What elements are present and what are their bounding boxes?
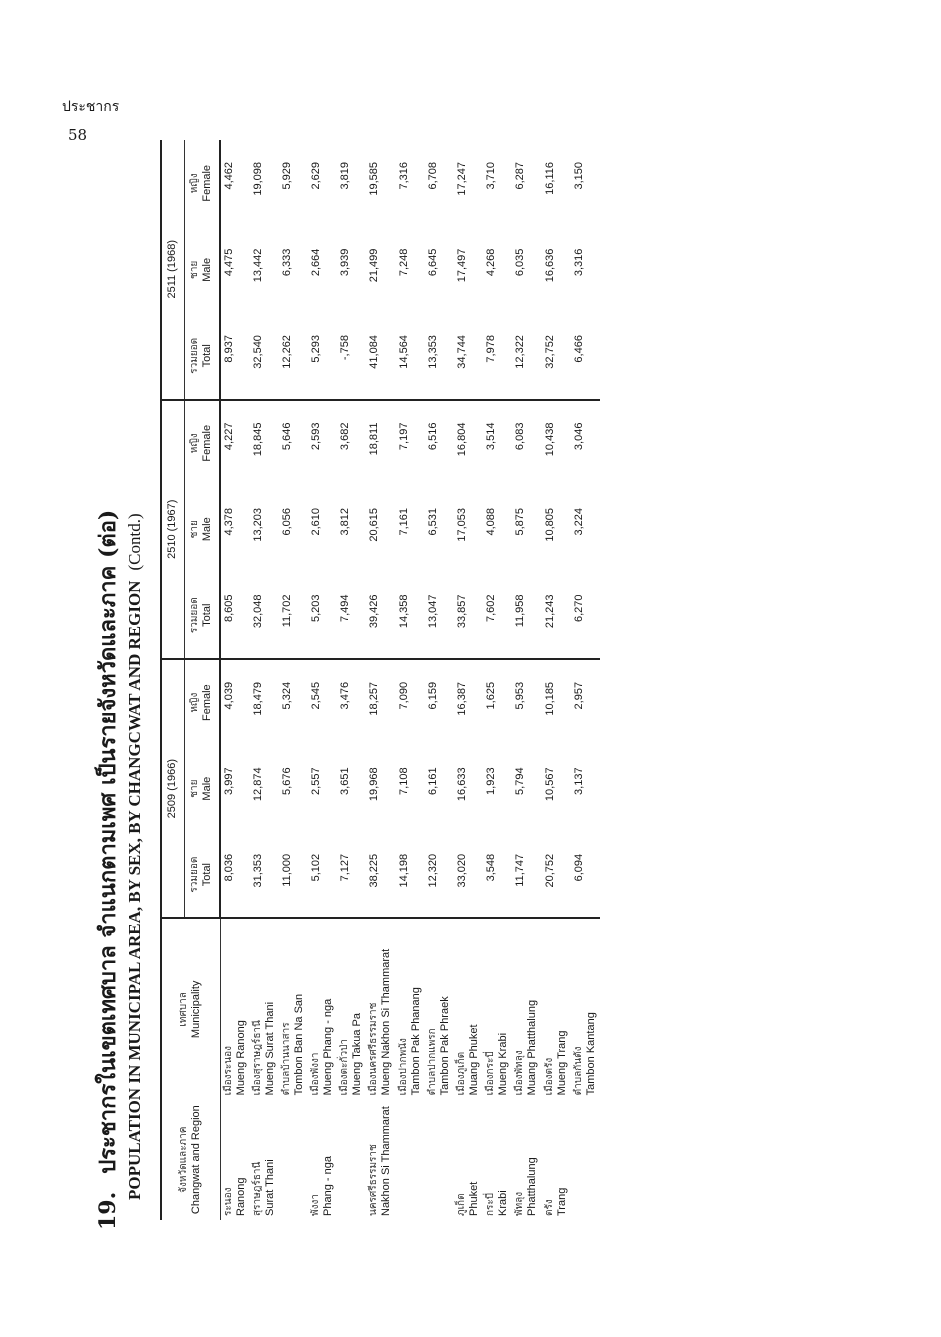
female-value-cell: 17,247 bbox=[456, 162, 468, 196]
table-row bbox=[425, 140, 454, 1220]
total-value-cell: 5,293 bbox=[308, 313, 337, 399]
total-value-cell: 20,752 bbox=[542, 832, 571, 918]
changwat-cell bbox=[337, 1099, 366, 1220]
municipality-english: Mueng Surat Thani bbox=[263, 1001, 276, 1096]
municipality-thai: เมืองกระบี่ bbox=[485, 1051, 497, 1096]
female-value-cell: 19,098 bbox=[251, 162, 264, 196]
municipality-cell bbox=[308, 918, 337, 1099]
female-header-english: Female bbox=[201, 164, 214, 202]
municipality-thai: เมืองพัทลุง bbox=[514, 1050, 526, 1096]
male-value-cell: 3,224 bbox=[572, 508, 585, 536]
female-value-cell: 4,462 bbox=[223, 162, 235, 190]
male-value-cell: 7,248 bbox=[397, 248, 410, 277]
male-header-thai: ชาย bbox=[188, 520, 200, 539]
female-value-cell: 18,257 bbox=[368, 681, 381, 716]
total-value-cell: 21,243 bbox=[542, 572, 571, 658]
male-value-cell: 6,161 bbox=[426, 767, 439, 795]
changwat-english: Phang - nga bbox=[322, 1156, 335, 1216]
male-value-cell: 3,939 bbox=[339, 248, 352, 277]
changwat-english: Phuket bbox=[468, 1181, 480, 1216]
municipality-thai: เมืองนครศรีธรรมราช bbox=[368, 1002, 380, 1096]
table-row bbox=[220, 140, 250, 1220]
female-header-thai: หญิง bbox=[188, 692, 200, 713]
municipality-cell bbox=[279, 918, 308, 1099]
municipality-thai: เมืองสุราษฎร์ธานี bbox=[251, 1020, 263, 1096]
population-table bbox=[160, 140, 600, 1220]
year-header-1966: 2509 (1966) bbox=[161, 659, 184, 918]
total-value-cell: 12,262 bbox=[279, 313, 308, 399]
total-value-cell: -,758 bbox=[337, 313, 366, 399]
year-header-1968: 2511 (1968) bbox=[161, 140, 184, 400]
municipality-cell bbox=[542, 918, 571, 1099]
total-header-english: Total bbox=[201, 862, 214, 887]
municipality-thai: เมืองตะกั่วป่า bbox=[339, 1038, 351, 1096]
title-thai-text: ประชากรในเขตเทศบาล จำแนกตามเพศ เป็นรายจังหวัดและภาค (ต่อ) bbox=[95, 509, 121, 1174]
male-header-english: Male bbox=[201, 517, 214, 542]
municipality-cell bbox=[220, 918, 250, 1099]
male-value-cell: 3,316 bbox=[572, 248, 585, 277]
female-value-cell: 7,197 bbox=[397, 422, 410, 451]
changwat-thai: ตรัง bbox=[543, 1199, 555, 1216]
total-value-cell: 13,353 bbox=[425, 313, 454, 399]
male-header bbox=[184, 486, 220, 572]
total-value-cell: 12,322 bbox=[512, 313, 541, 399]
changwat-cell bbox=[308, 1099, 337, 1220]
male-value-cell: 21,499 bbox=[368, 248, 381, 283]
male-value-cell: 5,875 bbox=[514, 508, 527, 536]
municipality-cell bbox=[425, 918, 454, 1099]
changwat-thai: ภูเก็ต bbox=[456, 1193, 467, 1216]
total-header bbox=[184, 313, 220, 399]
male-value-cell: 1,923 bbox=[485, 767, 498, 795]
male-value-cell: 6,056 bbox=[280, 508, 293, 536]
changwat-cell bbox=[571, 1099, 600, 1220]
total-value-cell: 11,000 bbox=[279, 832, 308, 918]
female-value-cell: 2,629 bbox=[310, 162, 323, 190]
changwat-cell bbox=[454, 1099, 483, 1220]
total-value-cell: 38,225 bbox=[366, 832, 395, 918]
municipality-english: Muang Phuket bbox=[468, 1024, 480, 1096]
female-value-cell: 16,804 bbox=[456, 422, 468, 457]
total-value-cell: 32,048 bbox=[250, 572, 279, 658]
total-header-english: Total bbox=[201, 603, 214, 627]
total-value-cell: 33,857 bbox=[454, 572, 483, 658]
female-value-cell: 6,516 bbox=[426, 422, 439, 451]
total-value-cell: 31,353 bbox=[250, 832, 279, 918]
year-header-1967: 2510 (1967) bbox=[161, 400, 184, 659]
municipality-header-thai: เทศบาล bbox=[177, 992, 189, 1027]
municipality-english: Mueng Takua Pa bbox=[351, 1012, 364, 1096]
total-header bbox=[184, 832, 220, 918]
female-header bbox=[184, 140, 220, 227]
total-value-cell: 6,270 bbox=[571, 572, 600, 658]
title-english-text: POPULATION IN MUNICIPAL AREA, BY SEX, BY CHANGCWAT AND REGION bbox=[125, 580, 144, 1200]
male-value-cell: 12,874 bbox=[251, 767, 264, 802]
female-value-cell: 10,185 bbox=[543, 681, 556, 716]
female-value-cell: 3,150 bbox=[572, 162, 585, 190]
changwat-header-english: Changwat and Region bbox=[190, 1105, 203, 1215]
changwat-english: Ranong bbox=[234, 1177, 247, 1216]
changwat-header bbox=[161, 1099, 220, 1220]
total-value-cell: 33,020 bbox=[454, 832, 483, 918]
table-row bbox=[250, 140, 279, 1220]
municipality-cell bbox=[337, 918, 366, 1099]
title-thai bbox=[90, 130, 125, 1230]
changwat-cell bbox=[279, 1099, 308, 1220]
changwat-cell bbox=[366, 1099, 395, 1220]
table-number: 19. bbox=[95, 1191, 121, 1230]
female-header-thai: หญิง bbox=[188, 173, 200, 194]
total-value-cell: 5,102 bbox=[308, 832, 337, 918]
male-value-cell: 2,557 bbox=[310, 767, 323, 795]
table-row bbox=[337, 140, 366, 1220]
male-header bbox=[184, 745, 220, 831]
female-value-cell: 18,811 bbox=[368, 422, 381, 456]
male-value-cell: 7,108 bbox=[397, 767, 410, 795]
male-value-cell: 17,053 bbox=[456, 508, 468, 542]
female-value-cell: 16,116 bbox=[543, 162, 556, 195]
municipality-cell bbox=[512, 918, 541, 1099]
total-header-thai: รวมยอด bbox=[188, 856, 200, 893]
total-value-cell: 14,564 bbox=[396, 313, 425, 399]
total-value-cell: 34,744 bbox=[454, 313, 483, 399]
changwat-english: Phatthalung bbox=[526, 1157, 539, 1216]
male-header-thai: ชาย bbox=[188, 779, 200, 798]
female-value-cell: 5,324 bbox=[280, 681, 293, 710]
female-value-cell: 6,159 bbox=[426, 681, 439, 710]
female-header-english: Female bbox=[201, 684, 214, 722]
female-header-english: Female bbox=[201, 424, 214, 462]
table-row bbox=[454, 140, 483, 1220]
title-english bbox=[125, 130, 145, 1200]
changwat-cell bbox=[396, 1099, 425, 1220]
male-value-cell: 6,333 bbox=[280, 248, 293, 277]
municipality-english: Tambon Kantang bbox=[584, 1012, 597, 1096]
municipality-thai: ตำบลปากแพรก bbox=[426, 1028, 438, 1096]
municipality-english: Mueng Ranong bbox=[234, 1020, 247, 1096]
changwat-thai: พัทลุง bbox=[514, 1191, 526, 1216]
male-value-cell: 4,088 bbox=[485, 508, 498, 536]
male-value-cell: 5,676 bbox=[280, 767, 293, 795]
changwat-english: Surat Thani bbox=[263, 1159, 276, 1216]
total-value-cell: 41,084 bbox=[366, 313, 395, 399]
changwat-thai: ระนอง bbox=[222, 1187, 234, 1216]
municipality-cell bbox=[396, 918, 425, 1099]
total-header-thai: รวมยอด bbox=[188, 337, 200, 374]
male-header-english: Male bbox=[201, 257, 214, 282]
changwat-english: Trang bbox=[555, 1187, 568, 1216]
changwat-thai: พังงา bbox=[310, 1194, 322, 1216]
municipality-english: Mueng Phang - nga bbox=[322, 998, 335, 1096]
male-header-english: Male bbox=[201, 776, 214, 801]
female-value-cell: 10,438 bbox=[543, 422, 556, 457]
female-value-cell: 6,287 bbox=[514, 162, 527, 190]
total-value-cell: 8,036 bbox=[220, 832, 250, 918]
municipality-thai: เมืองปากพนัง bbox=[397, 1038, 409, 1096]
female-value-cell: 3,046 bbox=[572, 422, 585, 451]
total-value-cell: 14,358 bbox=[396, 572, 425, 658]
changwat-thai: สุราษฎร์ธานี bbox=[251, 1161, 263, 1216]
male-value-cell: 10,567 bbox=[543, 767, 556, 802]
total-value-cell: 11,747 bbox=[512, 832, 541, 918]
total-value-cell: 11,702 bbox=[279, 572, 308, 658]
page-number: 58 bbox=[68, 126, 88, 144]
total-value-cell: 8,937 bbox=[220, 313, 250, 399]
female-header bbox=[184, 400, 220, 486]
female-value-cell: 2,957 bbox=[572, 681, 585, 710]
male-value-cell: 17,497 bbox=[456, 248, 468, 283]
male-value-cell: 13,442 bbox=[251, 248, 264, 283]
male-value-cell: 4,475 bbox=[223, 248, 235, 277]
male-value-cell: 16,633 bbox=[456, 767, 468, 802]
male-value-cell: 4,268 bbox=[485, 248, 498, 277]
male-value-cell: 13,203 bbox=[251, 508, 264, 542]
table-titles bbox=[90, 130, 145, 1230]
total-value-cell: 8,605 bbox=[220, 572, 250, 658]
municipality-header bbox=[161, 918, 220, 1099]
changwat-english: Krabi bbox=[497, 1190, 510, 1216]
changwat-header-thai: จังหวัดและภาค bbox=[177, 1126, 189, 1193]
municipality-thai: เมืองระนอง bbox=[222, 1045, 234, 1096]
female-value-cell: 3,710 bbox=[485, 162, 498, 190]
total-value-cell: 32,540 bbox=[250, 313, 279, 399]
table-row bbox=[366, 140, 395, 1220]
male-value-cell: 3,137 bbox=[572, 767, 585, 795]
total-value-cell: 14,198 bbox=[396, 832, 425, 918]
male-value-cell: 3,651 bbox=[339, 767, 352, 795]
changwat-cell bbox=[250, 1099, 279, 1220]
male-header-thai: ชาย bbox=[188, 260, 200, 279]
changwat-cell bbox=[483, 1099, 512, 1220]
municipality-english: Mueng Trang bbox=[555, 1030, 568, 1096]
female-value-cell: 2,593 bbox=[310, 422, 323, 451]
male-header bbox=[184, 227, 220, 313]
male-value-cell: 2,610 bbox=[310, 508, 323, 536]
municipality-cell bbox=[366, 918, 395, 1099]
table-row bbox=[512, 140, 541, 1220]
female-value-cell: 19,585 bbox=[368, 162, 381, 196]
total-value-cell: 3,548 bbox=[483, 832, 512, 918]
changwat-english: Nakhon Si Thammarat bbox=[380, 1106, 393, 1216]
municipality-english: Muang Phatthalung bbox=[526, 999, 539, 1096]
table-row bbox=[483, 140, 512, 1220]
total-value-cell: 13,047 bbox=[425, 572, 454, 658]
female-value-cell: 7,090 bbox=[397, 681, 410, 710]
total-value-cell: 7,494 bbox=[337, 572, 366, 658]
female-value-cell: 5,953 bbox=[514, 681, 527, 710]
total-header bbox=[184, 572, 220, 658]
municipality-english: Mueng Nakhon Si Thammarat bbox=[380, 948, 393, 1096]
municipality-thai: ตำบลกันตัง bbox=[572, 1046, 584, 1096]
female-value-cell: 18,845 bbox=[251, 422, 264, 457]
female-value-cell: 4,039 bbox=[223, 681, 235, 710]
total-value-cell: 11,958 bbox=[512, 572, 541, 658]
table-row bbox=[308, 140, 337, 1220]
female-value-cell: 6,708 bbox=[426, 162, 439, 190]
total-value-cell: 12,320 bbox=[425, 832, 454, 918]
title-contd: (Contd.) bbox=[125, 513, 144, 571]
municipality-english: Tambon Pak Phanang bbox=[409, 987, 422, 1096]
female-value-cell: 3,476 bbox=[339, 681, 352, 710]
total-value-cell: 6,094 bbox=[571, 832, 600, 918]
municipality-cell bbox=[483, 918, 512, 1099]
total-header-english: Total bbox=[201, 344, 214, 368]
male-value-cell: 4,378 bbox=[223, 508, 235, 536]
female-value-cell: 6,083 bbox=[514, 422, 527, 451]
male-value-cell: 3,812 bbox=[339, 508, 352, 536]
male-value-cell: 20,615 bbox=[368, 508, 381, 542]
changwat-cell bbox=[542, 1099, 571, 1220]
total-value-cell: 5,203 bbox=[308, 572, 337, 658]
municipality-cell bbox=[454, 918, 483, 1099]
municipality-thai: ตำบลบ้านนาสาร bbox=[280, 1022, 292, 1096]
female-value-cell: 3,819 bbox=[339, 162, 352, 190]
male-value-cell: 7,161 bbox=[397, 508, 410, 536]
total-value-cell: 7,127 bbox=[337, 832, 366, 918]
male-value-cell: 2,664 bbox=[310, 248, 323, 277]
female-value-cell: 3,682 bbox=[339, 422, 352, 451]
female-value-cell: 4,227 bbox=[223, 422, 235, 451]
total-value-cell: 6,466 bbox=[571, 313, 600, 399]
total-value-cell: 39,426 bbox=[366, 572, 395, 658]
female-value-cell: 2,545 bbox=[310, 681, 323, 710]
female-value-cell: 7,316 bbox=[397, 162, 410, 190]
female-header-thai: หญิง bbox=[188, 433, 200, 454]
male-value-cell: 6,531 bbox=[426, 508, 439, 536]
total-value-cell: 32,752 bbox=[542, 313, 571, 399]
male-value-cell: 6,035 bbox=[514, 248, 527, 277]
male-value-cell: 10,805 bbox=[543, 508, 556, 542]
female-value-cell: 3,514 bbox=[485, 422, 498, 451]
changwat-cell bbox=[220, 1099, 250, 1220]
page-header: ประชากร bbox=[62, 99, 120, 115]
total-header-thai: รวมยอด bbox=[188, 597, 200, 634]
male-value-cell: 3,997 bbox=[223, 767, 235, 795]
municipality-english: Tombon Ban Na San bbox=[292, 993, 305, 1096]
municipality-header-english: Municipality bbox=[190, 980, 203, 1039]
female-value-cell: 18,479 bbox=[251, 681, 264, 716]
municipality-cell bbox=[571, 918, 600, 1099]
total-value-cell: 7,602 bbox=[483, 572, 512, 658]
municipality-english: Tambon Pak Phraek bbox=[438, 996, 451, 1096]
rotated-table-page bbox=[60, 130, 880, 1230]
changwat-thai: นครศรีธรรมราช bbox=[368, 1144, 380, 1216]
municipality-thai: เมืองพังงา bbox=[310, 1052, 322, 1096]
female-value-cell: 5,929 bbox=[280, 162, 293, 190]
municipality-thai: เมืองภูเก็ต bbox=[456, 1051, 467, 1096]
changwat-thai: กระบี่ bbox=[485, 1192, 497, 1216]
male-value-cell: 6,645 bbox=[426, 248, 439, 277]
changwat-cell bbox=[512, 1099, 541, 1220]
total-value-cell: 7,978 bbox=[483, 313, 512, 399]
table-row bbox=[396, 140, 425, 1220]
male-value-cell: 5,794 bbox=[514, 767, 527, 795]
female-header bbox=[184, 659, 220, 745]
female-value-cell: 16,387 bbox=[456, 681, 468, 716]
female-value-cell: 5,646 bbox=[280, 422, 293, 451]
female-value-cell: 1,625 bbox=[485, 681, 498, 710]
male-value-cell: 16,636 bbox=[543, 248, 556, 283]
table-row bbox=[279, 140, 308, 1220]
male-value-cell: 19,968 bbox=[368, 767, 381, 802]
changwat-cell bbox=[425, 1099, 454, 1220]
municipality-thai: เมืองตรัง bbox=[543, 1057, 555, 1096]
table-row bbox=[542, 140, 571, 1220]
table-row bbox=[571, 140, 600, 1220]
municipality-english: Mueng Krabi bbox=[497, 1032, 510, 1096]
municipality-cell bbox=[250, 918, 279, 1099]
